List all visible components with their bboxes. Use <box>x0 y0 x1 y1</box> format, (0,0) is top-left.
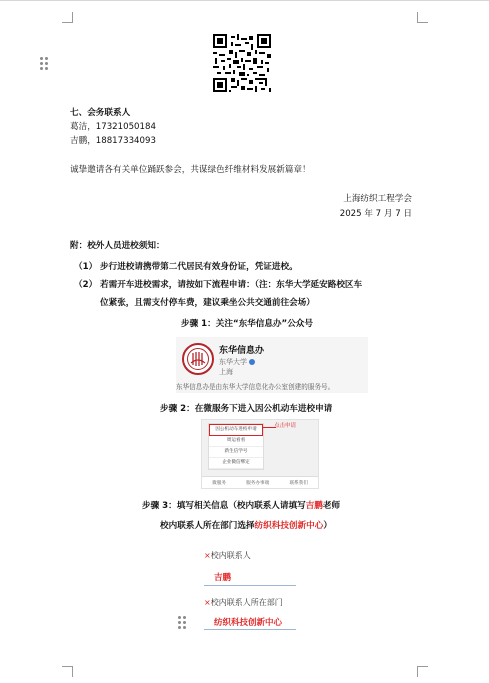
tab-contact-us[interactable]: 联系我们 <box>289 480 308 486</box>
university-seal-logo-icon <box>182 343 214 375</box>
appendix-item-2-number: （2） <box>74 280 98 290</box>
account-description: 东华信息办是由东华大学信息化办公室创建的服务号。 <box>176 383 335 391</box>
step3-title-line2 <box>160 520 332 532</box>
contact-line-2: 吉鹏，18817334093 <box>70 136 156 146</box>
step1-title: 步骤 1：关注“东华信息办”公众号 <box>181 319 313 329</box>
field-department-label-text: 校内联系人所在部门 <box>210 598 283 607</box>
crop-mark-top-left <box>62 12 73 23</box>
field-department-label <box>204 597 283 608</box>
required-mark: × <box>204 598 211 607</box>
invitation-text: 诚挚邀请各有关单位踊跃参会，共谋绿色纤维材料发展新篇章！ <box>70 165 311 175</box>
service-menu <box>208 423 264 470</box>
contact-line-1: 葛洁，17321050184 <box>70 122 156 132</box>
account-org <box>219 357 255 367</box>
step2-title: 步骤 2：在微服务下进入因公机动车进校申请 <box>160 404 333 414</box>
signature-date: 2025 年 7 月 7 日 <box>339 209 412 219</box>
account-location: 上海 <box>219 368 233 376</box>
service-tab-bar <box>202 476 318 488</box>
account-name-text: 东华信息办 <box>219 346 265 356</box>
callout-click-apply: 点击申请 <box>274 423 297 429</box>
step3-title-line1 <box>142 500 340 512</box>
field-contact-label <box>204 550 251 561</box>
block-drag-handle-icon[interactable] <box>40 57 48 70</box>
crop-mark-top-right <box>417 12 428 23</box>
appendix-title: 附：校外人员进校须知： <box>70 241 165 251</box>
menu-item-2[interactable]: 周运看看 <box>209 436 263 447</box>
field-contact-label-text: 校内联系人 <box>210 551 251 560</box>
field-department-value[interactable]: 纺织科技创新中心 <box>214 618 283 628</box>
tab-micro-service[interactable]: 微服务 <box>212 480 226 486</box>
crop-mark-bottom-left <box>62 666 73 677</box>
field-department-underline <box>204 629 296 630</box>
tab-service-desk[interactable]: 服务办事端 <box>246 480 270 486</box>
step3-line1-prefix: 步骤 3：填写相关信息（校内联系人请填写 <box>142 501 306 511</box>
menu-item-vehicle-entry[interactable]: 因公机动车进校申请 <box>209 424 263 436</box>
micro-service-screenshot <box>201 419 319 489</box>
appendix-item-2-text-line1: 若需开车进校需求，请按如下流程申请：（注：东华大学延安路校区车 <box>100 280 363 290</box>
step3-line2-highlight: 纺织科技创新中心 <box>254 521 324 531</box>
field-contact-value[interactable]: 吉鹏 <box>214 573 232 583</box>
menu-item-4[interactable]: 企业微信绑定 <box>209 458 263 469</box>
required-mark: × <box>204 551 211 560</box>
appendix-item-1-text: 步行进校请携带第二代居民有效身份证，凭证进校。 <box>100 262 298 272</box>
step3-line2-suffix: ） <box>323 521 332 531</box>
account-name <box>219 343 264 356</box>
appendix-item-1-number: （1） <box>74 262 98 272</box>
qr-code-image <box>213 34 271 92</box>
step3-line1-suffix: 老师 <box>322 501 341 511</box>
section-title-contacts: 七、会务联系人 <box>70 108 131 118</box>
step3-line2-prefix: 校内联系人所在部门选择 <box>160 521 255 531</box>
field-contact-underline <box>204 585 296 586</box>
crop-mark-bottom-right <box>417 666 428 677</box>
page-top-border <box>0 0 489 1</box>
account-org-text: 东华大学 <box>219 358 247 366</box>
appendix-item-2-text-line2: 位紧张，且需支付停车费，建议乘坐公共交通前往会场） <box>100 298 315 308</box>
verified-badge-icon <box>249 359 255 365</box>
image-drag-handle-icon[interactable] <box>178 616 186 629</box>
menu-item-3[interactable]: 新生信学号 <box>209 447 263 458</box>
step3-line1-highlight: 吉鹏 <box>305 501 323 511</box>
signature-org: 上海纺织工程学会 <box>343 194 412 204</box>
